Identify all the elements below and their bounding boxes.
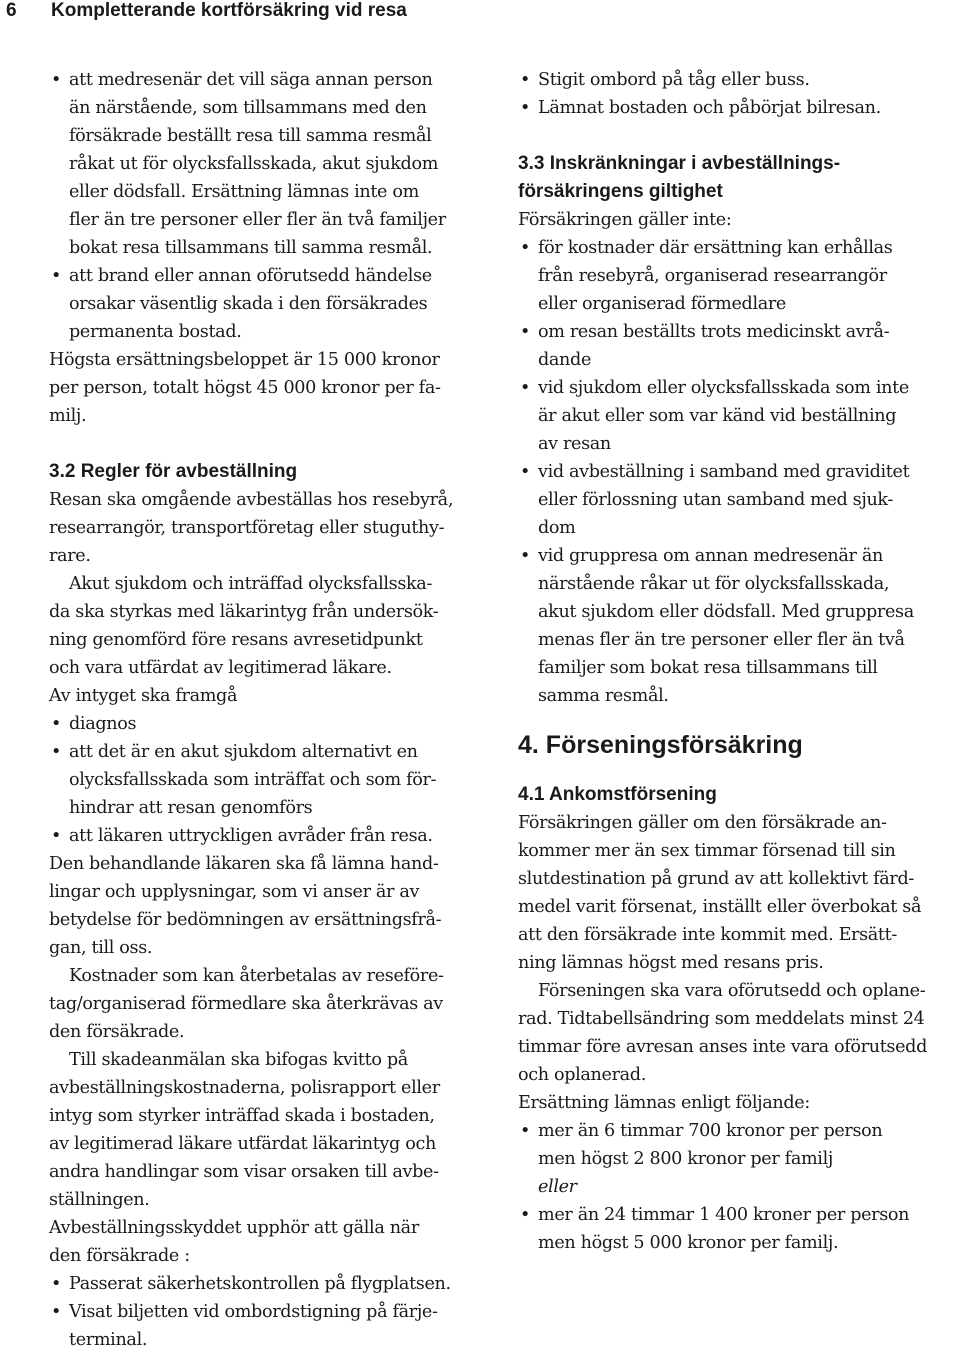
paragraph: Av intyget ska framgå (49, 686, 238, 706)
bullet-item: • vid sjukdom eller olycksfallsskada som inte är akut eller som var känd vid beställning av resan (518, 374, 958, 458)
bullet-item: • diagnos (49, 710, 489, 738)
paragraph: Till skadeanmälan ska bifogas kvitto på avbeställningskostnaderna, polisrapport eller intyg som styrker inträffad skada i bostaden, av legitimerad läkare utfärdat läkarintyg och andra handlingar som visar orsaken till avbe- ställningen. (49, 1050, 440, 1210)
bullet-item: • mer än 24 timmar 1 400 kroner per person men högst 5 000 kronor per familj. (518, 1201, 958, 1257)
bullet-item: • vid avbeställning i samband med graviditet eller förlossning utan samband med sjuk- dom (518, 458, 958, 542)
bullet-item: • att medresenär det vill säga annan person än närstående, som tillsammans med den försäkrade beställt resa till samma resmål råkat ut för olycksfallsskada, akut sjukdom eller dödsfall. Ersättning lämnas inte om fler än tre personer eller fler än två familjer bokat resa tillsammans till samma resmål. (49, 66, 489, 262)
section-heading: 3.3 Inskränkningar i avbeställnings- (518, 153, 841, 174)
paragraph: Kostnader som kan återbetalas av reseföre- tag/organiserad förmedlare ska återkrävas av den försäkrade. (49, 966, 444, 1042)
bullet-item: • om resan beställts trots medicinskt avrå- dande (518, 318, 958, 374)
paragraph: Akut sjukdom och inträffad olycksfallsska- da ska styrkas med läkarintyg från undersök- ning genomförd före resans avresetidpunkt och vara utfärdat av legitimerad läkare. (49, 574, 439, 678)
paragraph: Försäkringen gäller inte: (518, 210, 732, 230)
right-column (518, 66, 958, 1257)
bullet-item: • vid gruppresa om annan medresenär än närstående råkar ut för olycksfallsskada, akut sjukdom eller dödsfall. Med gruppresa menas fler än tre personer eller fler än två familjer som bokat resa tillsammans till samma resmål. (518, 542, 958, 710)
running-title: Kompletterande kortförsäkring vid resa (51, 0, 407, 21)
bullet-item: • Stigit ombord på tåg eller buss. (518, 66, 958, 94)
section-heading-cont: försäkringens giltighet (518, 181, 723, 202)
bullet-item: • mer än 6 timmar 700 kronor per person men högst 2 800 kronor per familj eller (518, 1117, 958, 1201)
paragraph: Högsta ersättningsbeloppet är 15 000 kronor per person, totalt högst 45 000 kronor per fa- milj. (49, 350, 441, 426)
paragraph: Resan ska omgående avbeställas hos resebyrå, researrangör, transportföretag eller stuguthy- rare. (49, 490, 454, 566)
bullet-item: • att det är en akut sjukdom alternativt en olycksfallsskada som inträffat och som för- hindrar att resan genomförs (49, 738, 489, 822)
paragraph: Ersättning lämnas enligt följande: (518, 1093, 810, 1113)
bullet-item: • Passerat säkerhetskontrollen på flygplatsen. (49, 1270, 489, 1298)
bullet-item: • att brand eller annan oförutsedd händelse orsakar väsentlig skada i den försäkrades permanenta bostad. (49, 262, 489, 346)
chapter-heading: 4. Förseningsförsäkring (518, 731, 803, 759)
paragraph: Försäkringen gäller om den försäkrade an- kommer mer än sex timmar försenad till sin slutdestination på grund av att kollektivt färd- medel varit försenat, inställt eller överbokat så att den försäkrade inte kommit med. Ersätt- ning lämnas högst med resans pris. (518, 813, 922, 973)
bullet-item: • för kostnader där ersättning kan erhållas från resebyrå, organiserad researrangör eller organiserad förmedlare (518, 234, 958, 318)
bullet-item: • Lämnat bostaden och påbörjat bilresan. (518, 94, 958, 122)
left-column (49, 66, 489, 1354)
bullet-item: • att läkaren uttryckligen avråder från resa. (49, 822, 489, 850)
page-header (0, 0, 960, 30)
section-heading: 4.1 Ankomstförsening (518, 784, 717, 805)
paragraph: Den behandlande läkaren ska få lämna hand- lingar och upplysningar, som vi anser är av betydelse för bedömningen av ersättningsfrå- gan, till oss. (49, 854, 442, 958)
bullet-item: • Visat biljetten vid ombordstigning på färje- terminal. (49, 1298, 489, 1354)
or-label: eller (538, 1177, 577, 1197)
section-heading: 3.2 Regler för avbeställning (49, 461, 298, 482)
paragraph: Avbeställningsskyddet upphör att gälla när den försäkrade : (49, 1218, 419, 1266)
paragraph: Förseningen ska vara oförutsedd och oplane- rad. Tidtabellsändring som meddelats minst 24 timmar före avresan anses inte vara oförutsedd och oplanerad. (518, 981, 927, 1085)
page-number: 6 (6, 0, 17, 21)
